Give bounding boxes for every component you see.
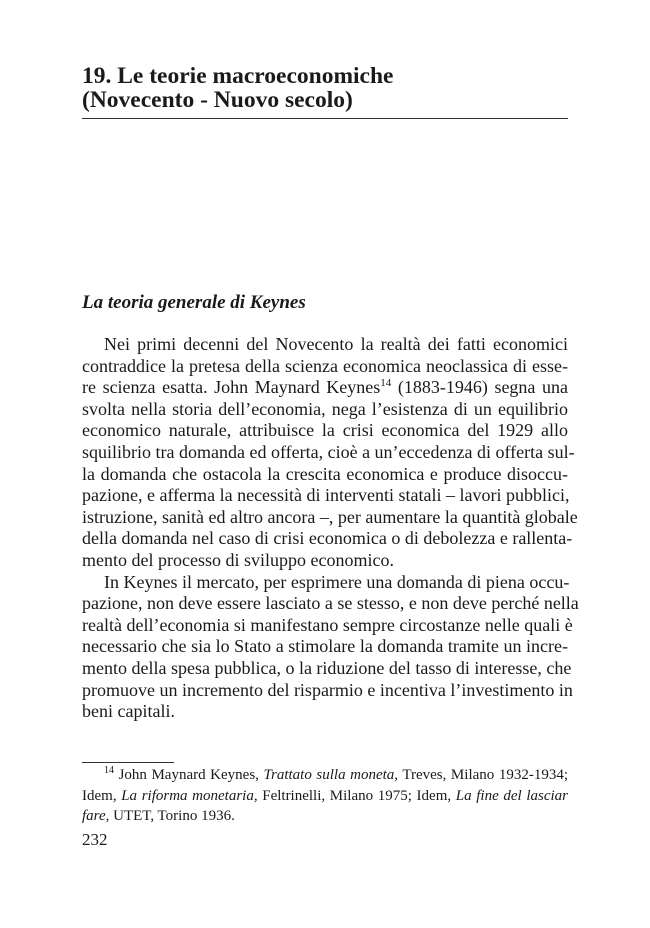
footnote-reference[interactable]: 14 bbox=[380, 377, 392, 390]
text-line: pazione, non deve essere lasciato a se stesso, e non deve perché nella bbox=[82, 593, 579, 614]
text-line: svolta nella storia dell’economia, nega l’esistenza di un equilibrio bbox=[82, 398, 568, 419]
text-line: pazione, e afferma la necessità di interventi statali – lavori pubblici, bbox=[82, 485, 570, 506]
paragraph-1 bbox=[82, 334, 578, 572]
text-line: necessario che sia lo Stato a stimolare la domanda tramite un incre- bbox=[82, 636, 568, 657]
text-line: mento del processo di sviluppo economico. bbox=[82, 549, 394, 570]
text-line: beni capitali. bbox=[82, 701, 175, 722]
text-line: la domanda che ostacola la crescita economica e produce disoccu- bbox=[82, 463, 568, 484]
chapter-title bbox=[82, 64, 568, 112]
footnote-marker: 14 bbox=[104, 765, 114, 776]
book-title: fare bbox=[82, 808, 106, 824]
text-line: realtà dell’economia si manifestano sempre circostanze nelle quali è bbox=[82, 614, 573, 635]
text-line: della domanda nel caso di crisi economica o di debolezza e rallenta- bbox=[82, 528, 573, 549]
body-text bbox=[82, 334, 579, 723]
text-line: promuove un incremento del risparmio e incentiva l’investimento in bbox=[82, 679, 573, 700]
text-line: squilibrio tra domanda ed offerta, cioè a un’eccedenza di offerta sul- bbox=[82, 441, 575, 462]
footnote-line: $^{14}$ John Maynard Keynes, Trattato sulla moneta, Treves, Milano 1932-1934; bbox=[104, 765, 568, 783]
chapter-title-rule bbox=[82, 118, 568, 119]
text-line: In Keynes il mercato, per esprimere una domanda di piena occu- bbox=[104, 571, 570, 592]
paragraph-2 bbox=[82, 571, 579, 723]
text-line: Nei primi decenni del Novecento la realtà dei fatti economici bbox=[104, 334, 568, 354]
book-title: Trattato sulla moneta bbox=[263, 767, 395, 783]
text-line: contraddice la pretesa della scienza economica neoclassica di esse- bbox=[82, 355, 568, 376]
page-number: 232 bbox=[82, 830, 108, 849]
section-heading: La teoria generale di Keynes bbox=[82, 292, 306, 313]
chapter-title-line-2: (Novecento - Nuovo secolo) bbox=[82, 87, 353, 113]
book-title: La riforma monetaria bbox=[121, 787, 254, 804]
footnote-line: Idem, La riforma monetaria, Feltrinelli, Milano 1975; Idem, La fine del lasciar bbox=[82, 787, 569, 804]
text-line: istruzione, sanità ed altro ancora –, per aumentare la quantità globale bbox=[82, 506, 578, 527]
book-title: La fine del lasciar bbox=[455, 787, 569, 804]
text-line: economico naturale, attribuisce la crisi economica del 1929 allo bbox=[82, 420, 568, 441]
footnote-line: fare, UTET, Torino 1936. bbox=[82, 808, 235, 824]
footnote-separator bbox=[82, 762, 174, 763]
text-line: mento della spesa pubblica, o la riduzione del tasso di interesse, che bbox=[82, 657, 572, 678]
chapter-title-line-1: 19. Le teorie macroeconomiche bbox=[82, 63, 394, 89]
footnote-14 bbox=[82, 765, 568, 827]
text-line-with-footnote-ref: re scienza esatta. John Maynard Keynes$^{14}$ (1883-1946) segna una bbox=[82, 377, 568, 398]
